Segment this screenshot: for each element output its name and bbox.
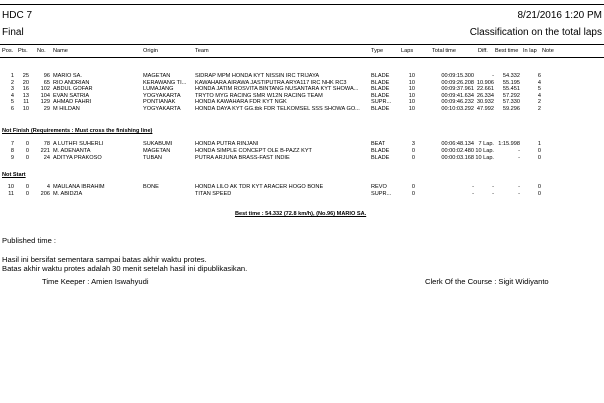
cell-team: KAWAHARA AIRAWA JASTIPUTRA ARYA117 IRC NHK RC3	[195, 79, 347, 86]
cell-laps: 0	[411, 154, 415, 161]
cell-team: HONDA LILO AK TDR KYT ARACER HOGO BONE	[195, 184, 324, 190]
cell-pts: 11	[23, 99, 29, 106]
cell-type: BLADE	[371, 147, 390, 154]
cell-total: 00:09:41.634	[441, 92, 474, 99]
cell-no: 206	[40, 191, 50, 197]
cell-pts: 0	[25, 191, 29, 197]
cell-pts: 20	[22, 79, 29, 86]
cell-inlap: 4	[537, 92, 541, 99]
cell-best: 54.332	[502, 73, 520, 79]
cell-best: 57.330	[502, 99, 520, 106]
cell-total: 00:09:26.208	[441, 79, 474, 86]
cell-inlap: 4	[537, 79, 541, 86]
cell-origin: YOGYAKARTA	[143, 92, 181, 99]
cell-best: -	[518, 191, 520, 197]
cell-origin: MAGETAN	[143, 147, 171, 154]
cell-team: TITAN SPEED	[195, 191, 232, 197]
cell-laps: 10	[408, 99, 415, 106]
col-team: Team	[195, 48, 209, 54]
cell-name: A LUTHFI SUHERLI	[53, 141, 104, 147]
cell-origin: BONE	[143, 184, 159, 190]
cell-total: -	[472, 184, 474, 190]
cell-pts: 0	[25, 147, 29, 154]
cell-total: 00:06:48.134	[441, 141, 474, 147]
cell-no: 24	[43, 154, 50, 161]
not-start-title: Not Start	[2, 172, 26, 178]
cell-best: 57.292	[502, 92, 520, 99]
cell-pos: 2	[10, 79, 14, 86]
cell-type: SUPR...	[371, 191, 392, 197]
cell-laps: 10	[408, 86, 415, 93]
cell-diff: 22.661	[476, 86, 494, 93]
cell-pos: 10	[7, 184, 14, 190]
cell-inlap: 0	[537, 154, 541, 161]
cell-type: BLADE	[371, 92, 390, 99]
cell-diff: 26.334	[476, 92, 494, 99]
col-origin: Origin	[143, 48, 158, 54]
cell-pos: 8	[10, 147, 14, 154]
cell-origin: LUMAJANG	[143, 86, 174, 93]
cell-name: RIO ANDRIAN	[53, 79, 90, 86]
cell-pts: 0	[25, 184, 29, 190]
cell-team: HONDA JATIM ROSVITA BINTANG NUSANTARA KYT SHOWA...	[195, 86, 359, 93]
cell-origin: KERAWANG TI...	[143, 79, 187, 86]
cell-laps: 3	[411, 141, 415, 147]
cell-best: -	[518, 147, 520, 154]
cell-laps: 0	[411, 184, 415, 190]
cell-no: 104	[40, 92, 50, 99]
cell-type: BLADE	[371, 106, 390, 112]
cell-total: 00:00:03.168	[441, 154, 474, 161]
cell-name: MAULANA IBRAHIM	[53, 184, 105, 190]
cell-type: BLADE	[371, 86, 390, 93]
cell-diff: -	[492, 184, 494, 190]
cell-name: M. ABIDZIA	[53, 191, 83, 197]
cell-type: BLADE	[371, 73, 390, 79]
cell-origin: PONTIANAK	[143, 99, 176, 106]
col-name: Name	[53, 48, 68, 54]
cell-best: 59.296	[502, 106, 520, 112]
notice-line-1: Hasil ini bersifat sementara sampai batas akhir waktu protes.	[2, 255, 207, 264]
cell-type: BLADE	[371, 79, 390, 86]
cell-inlap: 0	[537, 184, 541, 190]
col-pts: Pts.	[18, 48, 28, 54]
cell-best: -	[518, 154, 520, 161]
cell-inlap: 6	[537, 73, 541, 79]
col-type: Type	[371, 48, 384, 54]
cell-pos: 5	[10, 99, 14, 106]
cell-inlap: 2	[537, 106, 541, 112]
cell-diff: -	[492, 191, 494, 197]
clerk-of-course: Clerk Of the Course : Sigit Widiyanto	[425, 277, 549, 286]
cell-no: 221	[40, 147, 50, 154]
cell-laps: 10	[408, 79, 415, 86]
notice-line-2: Batas akhir waktu protes adalah 30 menit setelah hasil ini dipublikasikan.	[2, 264, 248, 273]
cell-pts: 10	[22, 106, 29, 112]
cell-name: M HILDAN	[53, 106, 80, 112]
time-keeper: Time Keeper : Amien Iswahyudi	[42, 277, 149, 286]
cell-name: AHMAD FAHRI	[53, 99, 92, 106]
cell-origin: TUBAN	[143, 154, 162, 161]
cell-pos: 6	[10, 106, 14, 112]
cell-pts: 13	[22, 92, 29, 99]
col-best-time: Best time	[495, 48, 519, 54]
cell-origin: SUKABUMI	[143, 141, 173, 147]
cell-inlap: 0	[537, 147, 541, 154]
cell-pts: 0	[25, 154, 29, 161]
cell-laps: 10	[408, 92, 415, 99]
event-title: HDC 7	[2, 10, 33, 21]
cell-pts: 25	[22, 73, 29, 79]
cell-team: HONDA KAWAHARA FDR KYT NGK	[195, 99, 287, 106]
cell-diff: 7 Lap.	[478, 141, 494, 147]
cell-type: BEAT	[371, 141, 386, 147]
cell-best: -	[518, 184, 520, 190]
best-time-summary: Best time : 54.332 (72.8 km/h), (No.96) MARIO SA.	[235, 211, 367, 217]
session-name: Final	[2, 27, 24, 38]
cell-best: 55.195	[502, 79, 520, 86]
cell-pos: 3	[10, 86, 14, 93]
cell-diff: 10 Lap.	[475, 147, 494, 154]
col-diff: Diff.	[478, 48, 488, 54]
col-in-lap: In lap	[523, 48, 537, 54]
cell-diff: 10.906	[476, 79, 494, 86]
header-rule-top	[0, 44, 604, 45]
cell-type: SUPR...	[371, 99, 392, 106]
cell-total: -	[472, 191, 474, 197]
cell-total: 00:09:15.300	[441, 73, 474, 79]
cell-diff: 47.992	[476, 106, 494, 112]
cell-pts: 0	[25, 141, 29, 147]
col-note: Note	[542, 48, 554, 54]
cell-no: 129	[40, 99, 50, 106]
report-subtitle: Classification on the total laps	[469, 27, 602, 38]
col-total-time: Total time	[432, 48, 456, 54]
cell-team: TRYTO MYG RACING SMR W12N RACING TEAM	[195, 92, 323, 99]
cell-diff: 30.932	[476, 99, 494, 106]
cell-laps: 10	[408, 106, 415, 112]
cell-pos: 4	[10, 92, 14, 99]
cell-best: 1:15.998	[498, 141, 520, 147]
cell-laps: 0	[411, 191, 415, 197]
cell-pos: 9	[10, 154, 14, 161]
report-datetime: 8/21/2016 1:20 PM	[517, 10, 602, 21]
cell-name: MARIO SA.	[53, 73, 82, 79]
cell-origin: MAGETAN	[143, 73, 171, 79]
cell-team: HONDA SIMPLE CONCEPT OLE B-PAZZ KYT	[195, 147, 312, 154]
col-laps: Laps	[401, 48, 414, 54]
cell-best: 55.451	[502, 86, 520, 93]
cell-total: 00:00:02.480	[441, 147, 474, 154]
published-time: Published time :	[2, 236, 57, 245]
cell-origin: YOGYAKARTA	[143, 106, 181, 112]
cell-inlap: 0	[537, 191, 541, 197]
not-finish-title: Not Finish (Requirements : Must cross the finishing line)	[2, 128, 153, 134]
cell-total: 00:10:03.292	[441, 106, 474, 112]
cell-name: EVAN SATRIA	[53, 92, 90, 99]
cell-pos: 1	[10, 73, 14, 79]
cell-laps: 10	[408, 73, 415, 79]
cell-type: REVO	[371, 184, 387, 190]
cell-pos: 7	[10, 141, 14, 147]
col-pos: Pos.	[2, 48, 14, 54]
cell-diff: 10 Lap.	[475, 154, 494, 161]
col-no: No.	[37, 48, 46, 54]
cell-total: 00:09:37.961	[441, 86, 474, 93]
cell-inlap: 5	[537, 86, 541, 93]
cell-no: 78	[43, 141, 50, 147]
cell-name: M. ADENANTA	[53, 147, 91, 154]
top-rule	[0, 4, 604, 5]
cell-laps: 0	[411, 147, 415, 154]
cell-no: 102	[40, 86, 50, 93]
cell-no: 96	[43, 73, 50, 79]
cell-no: 65	[43, 79, 50, 86]
cell-no: 4	[46, 184, 50, 190]
cell-total: 00:09:46.232	[441, 99, 474, 106]
cell-no: 29	[43, 106, 50, 112]
cell-team: HONDA PUTRA RINJANI	[195, 141, 259, 147]
cell-team: SIDRAP MPM HONDA KYT NISSIN IRC TRIJAYA	[195, 73, 320, 79]
cell-inlap: 1	[537, 141, 541, 147]
cell-type: BLADE	[371, 154, 390, 161]
cell-pos: 11	[8, 191, 14, 197]
cell-diff: -	[492, 73, 494, 79]
header-rule-bottom	[0, 57, 604, 58]
cell-name: ADITYA PRAKOSO	[53, 154, 102, 161]
cell-name: ABDUL GOFAR	[53, 86, 93, 93]
cell-pts: 16	[22, 86, 29, 93]
cell-inlap: 2	[537, 99, 541, 106]
cell-team: HONDA DAYA KYT GG.tbk FDR TELKOMSEL SSS SHOWA GO...	[195, 106, 360, 112]
cell-team: PUTRA ARJUNA BRASS-FAST INDIE	[195, 154, 290, 161]
